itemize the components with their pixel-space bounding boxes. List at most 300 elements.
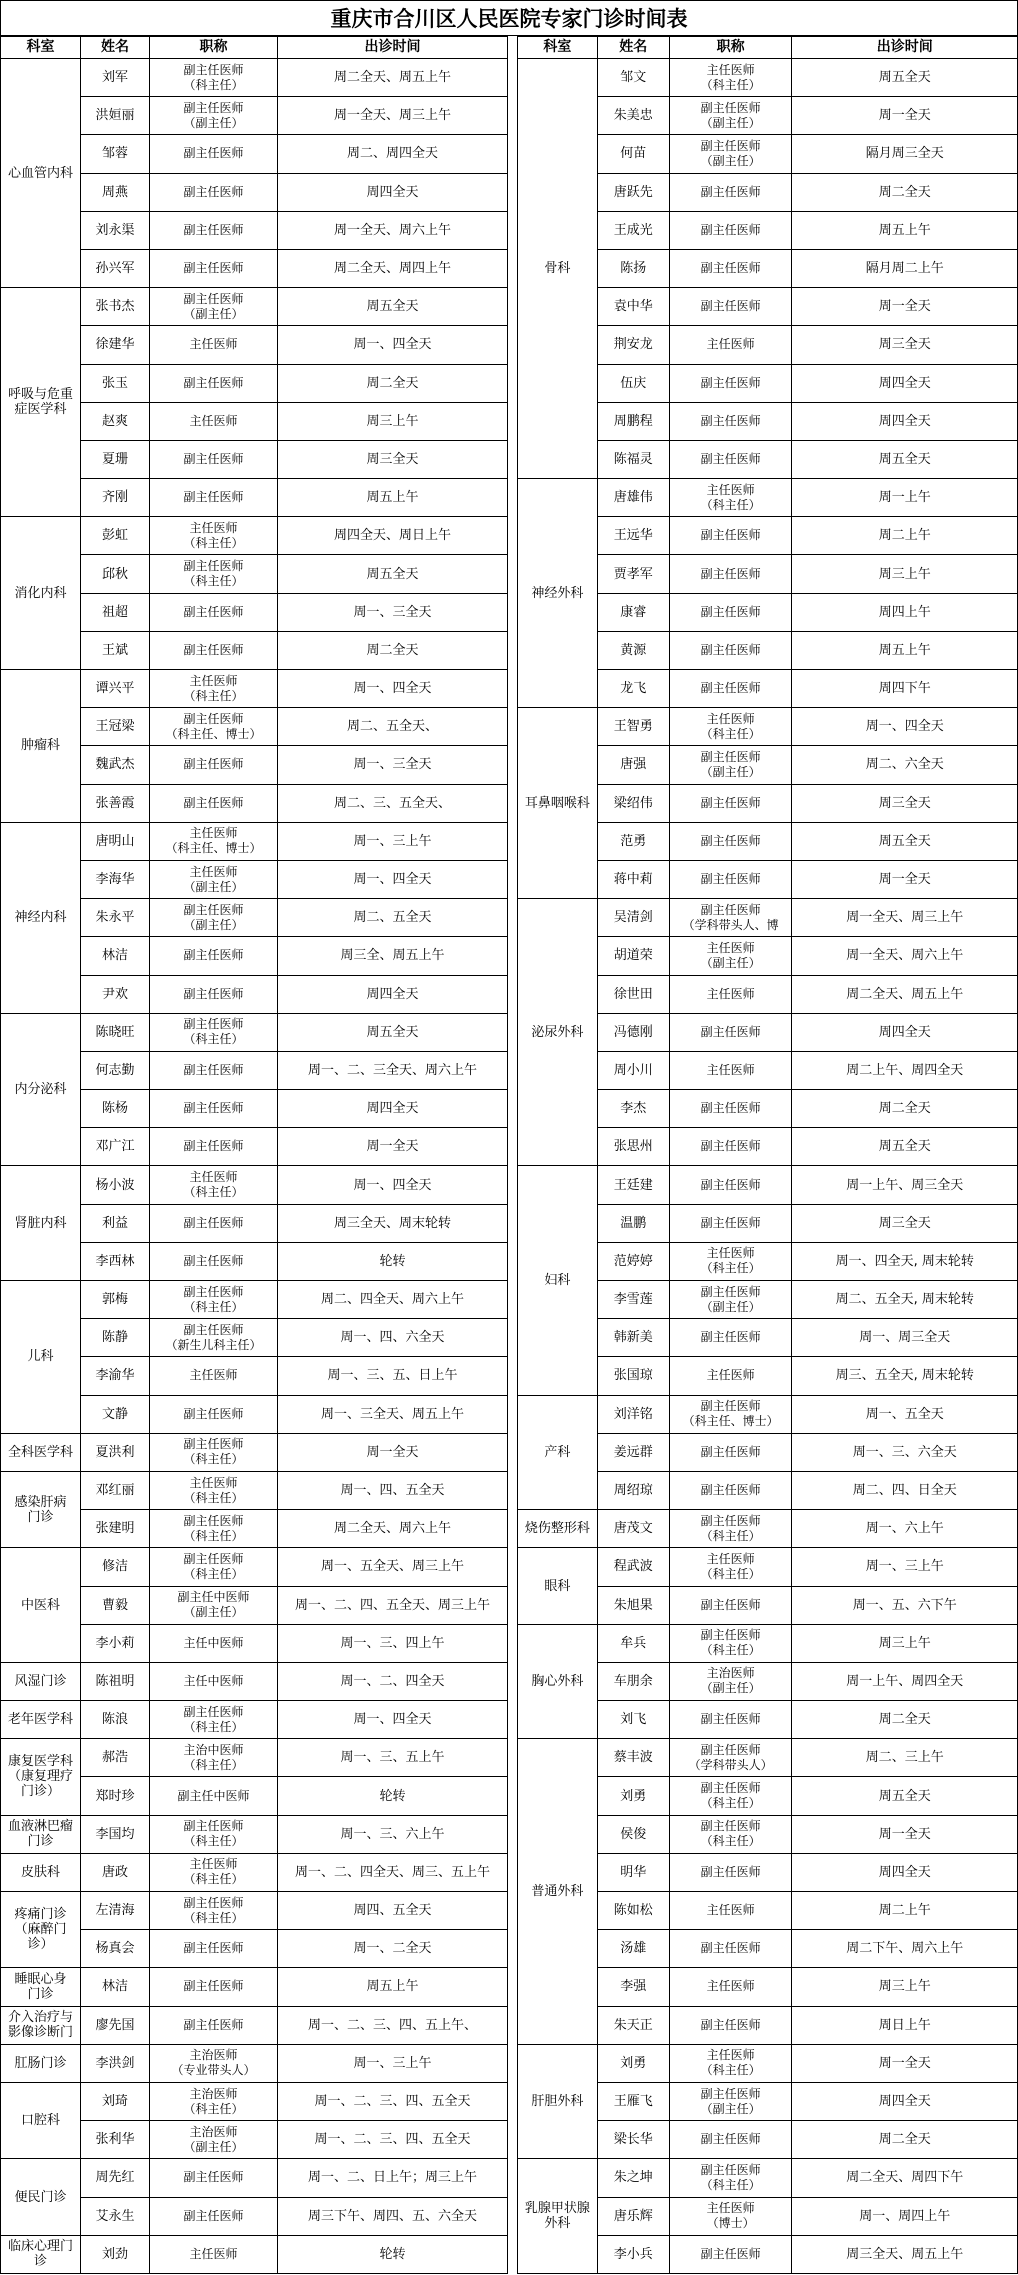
time-cell: 周一全天 xyxy=(792,97,1018,135)
time-cell: 周四、五全天 xyxy=(278,1892,508,1930)
title-cell: 主治医师 （专业带头人） xyxy=(150,2044,278,2082)
name-cell: 朱永平 xyxy=(81,899,150,937)
title-cell: 主任医师 （副主任） xyxy=(669,937,792,975)
title-cell: 副主任医师 xyxy=(150,937,278,975)
time-cell: 周二、四、日全天 xyxy=(792,1471,1018,1509)
dept-cell: 妇科 xyxy=(518,1166,598,1395)
name-cell: 刘勇 xyxy=(597,1777,669,1815)
name-cell: 王斌 xyxy=(81,631,150,669)
header-time: 出诊时间 xyxy=(278,37,508,59)
name-cell: 周燕 xyxy=(81,173,150,211)
time-cell: 周四全天 xyxy=(278,173,508,211)
time-cell: 周五上午 xyxy=(792,631,1018,669)
time-cell: 周二全天、周五上午 xyxy=(792,975,1018,1013)
title-cell: 主任医师 xyxy=(150,326,278,364)
dept-cell: 肛肠门诊 xyxy=(1,2044,81,2082)
title-cell: 副主任医师 xyxy=(669,1471,792,1509)
table-row xyxy=(518,708,1018,746)
title-cell: 副主任医师 （副主任） xyxy=(669,135,792,173)
time-cell: 周一全天 xyxy=(792,2044,1018,2082)
name-cell: 赵爽 xyxy=(81,402,150,440)
time-cell: 周三全天 xyxy=(792,1204,1018,1242)
title-cell: 副主任医师 xyxy=(150,135,278,173)
header-time: 出诊时间 xyxy=(792,37,1018,59)
dept-cell: 肾脏内科 xyxy=(1,1166,81,1281)
time-cell: 周五上午 xyxy=(278,479,508,517)
name-cell: 林洁 xyxy=(81,1968,150,2006)
time-cell: 周一、三全天、周五上午 xyxy=(278,1395,508,1433)
title-cell: 副主任医师 xyxy=(669,593,792,631)
name-cell: 牟兵 xyxy=(597,1624,669,1662)
table-row xyxy=(1,2082,508,2120)
title-cell: 副主任医师 xyxy=(669,364,792,402)
time-cell: 周一、二、四全天 xyxy=(278,1662,508,1700)
time-cell: 周二全天、周六上午 xyxy=(278,1510,508,1548)
name-cell: 夏珊 xyxy=(81,440,150,478)
title-cell: 副主任医师 （副主任） xyxy=(669,97,792,135)
title-cell: 主任医师 （科主任） xyxy=(669,1548,792,1586)
title-cell: 主治中医师 （科主任） xyxy=(150,1739,278,1777)
title-cell: 副主任医师 xyxy=(150,1051,278,1089)
title-cell: 副主任医师 xyxy=(669,249,792,287)
time-cell: 周一、二、三、四、五全天 xyxy=(278,2082,508,2120)
time-cell: 周四全天 xyxy=(792,402,1018,440)
time-cell: 周四全天 xyxy=(278,1090,508,1128)
time-cell: 周五全天 xyxy=(792,440,1018,478)
table-row xyxy=(1,1739,508,1777)
time-cell: 周一、二、四全天、周三、五上午 xyxy=(278,1853,508,1891)
table-row xyxy=(1,670,508,708)
title-cell: 副主任医师 xyxy=(150,2197,278,2235)
time-cell: 周二下午、周六上午 xyxy=(792,1930,1018,1968)
title-cell: 主任医师 xyxy=(669,1357,792,1395)
name-cell: 蒋中莉 xyxy=(597,860,669,898)
time-cell: 周一全天 xyxy=(792,860,1018,898)
time-cell: 周一全天 xyxy=(792,1815,1018,1853)
table-row xyxy=(1,2006,508,2044)
title-cell: 副主任医师 （新生儿科主任） xyxy=(150,1319,278,1357)
name-cell: 陈祖明 xyxy=(81,1662,150,1700)
name-cell: 杨小波 xyxy=(81,1166,150,1204)
header-dept: 科室 xyxy=(518,37,598,59)
title-cell: 副主任医师 xyxy=(150,975,278,1013)
time-cell: 周一全天 xyxy=(278,1128,508,1166)
name-cell: 洪姮丽 xyxy=(81,97,150,135)
name-cell: 徐建华 xyxy=(81,326,150,364)
time-cell: 周一全天 xyxy=(278,1433,508,1471)
title-cell: 副主任医师 xyxy=(669,1701,792,1739)
time-cell: 周四全天 xyxy=(792,1013,1018,1051)
dept-cell: 骨科 xyxy=(518,59,598,479)
dept-cell: 疼痛门诊 （麻醉门 诊） xyxy=(1,1892,81,1968)
time-cell: 周一、四全天 xyxy=(278,670,508,708)
title-cell: 主任医师 （博士） xyxy=(669,2197,792,2235)
name-cell: 唐茂文 xyxy=(597,1510,669,1548)
name-cell: 唐政 xyxy=(81,1853,150,1891)
title-cell: 副主任医师 xyxy=(150,211,278,249)
title-cell: 副主任医师 xyxy=(150,1204,278,1242)
title-cell: 副主任医师 xyxy=(669,2235,792,2273)
name-cell: 汤雄 xyxy=(597,1930,669,1968)
name-cell: 龙飞 xyxy=(597,670,669,708)
dept-cell: 血液淋巴瘤 门诊 xyxy=(1,1815,81,1853)
name-cell: 韩新美 xyxy=(597,1319,669,1357)
title-cell: 主任中医师 xyxy=(150,1624,278,1662)
title-cell: 副主任医师 xyxy=(669,517,792,555)
time-cell: 周一、四全天 xyxy=(278,1701,508,1739)
time-cell: 周二、五全天, 周末轮转 xyxy=(792,1281,1018,1319)
name-cell: 王远华 xyxy=(597,517,669,555)
name-cell: 左清海 xyxy=(81,1892,150,1930)
time-cell: 周一、三全天 xyxy=(278,593,508,631)
name-cell: 李雪莲 xyxy=(597,1281,669,1319)
name-cell: 唐明山 xyxy=(81,822,150,860)
name-cell: 文静 xyxy=(81,1395,150,1433)
time-cell: 周一、五全天、周三上午 xyxy=(278,1548,508,1586)
time-cell: 周二、四全天、周六上午 xyxy=(278,1281,508,1319)
dept-cell: 消化内科 xyxy=(1,517,81,670)
title-cell: 副主任医师 xyxy=(669,173,792,211)
name-cell: 周小川 xyxy=(597,1051,669,1089)
title-cell: 副主任医师 xyxy=(669,1853,792,1891)
name-cell: 范勇 xyxy=(597,822,669,860)
title-cell: 副主任医师 xyxy=(150,173,278,211)
name-cell: 陈福灵 xyxy=(597,440,669,478)
title-cell: 主任医师 （科主任） xyxy=(669,479,792,517)
name-cell: 邹文 xyxy=(597,59,669,97)
time-cell: 周五全天 xyxy=(278,1013,508,1051)
name-cell: 李渝华 xyxy=(81,1357,150,1395)
time-cell: 轮转 xyxy=(278,2235,508,2273)
name-cell: 侯俊 xyxy=(597,1815,669,1853)
table-row xyxy=(518,479,1018,517)
title-cell: 主任医师 xyxy=(150,2235,278,2273)
name-cell: 邹蓉 xyxy=(81,135,150,173)
time-cell: 周四全天 xyxy=(278,975,508,1013)
name-cell: 林洁 xyxy=(81,937,150,975)
time-cell: 周四全天 xyxy=(792,364,1018,402)
time-cell: 周五全天 xyxy=(278,288,508,326)
time-cell: 周四上午 xyxy=(792,593,1018,631)
table-row xyxy=(1,1281,508,1319)
time-cell: 周二、五全天 xyxy=(278,899,508,937)
table-row xyxy=(1,1701,508,1739)
table-row xyxy=(1,1853,508,1891)
time-cell: 周二全天、周四下午 xyxy=(792,2159,1018,2197)
title-cell: 副主任医师 （科主任） xyxy=(150,555,278,593)
name-cell: 陈如松 xyxy=(597,1892,669,1930)
name-cell: 朱美忠 xyxy=(597,97,669,135)
title-cell: 副主任医师 （学科带头人） xyxy=(669,1739,792,1777)
time-cell: 周二全天 xyxy=(792,2121,1018,2159)
name-cell: 蔡丰波 xyxy=(597,1739,669,1777)
title-cell: 副主任医师 xyxy=(669,1013,792,1051)
name-cell: 车朋余 xyxy=(597,1662,669,1700)
title-cell: 主任医师 （科主任） xyxy=(150,1471,278,1509)
title-cell: 副主任医师 xyxy=(150,1128,278,1166)
dept-cell: 肿瘤科 xyxy=(1,670,81,823)
dept-cell: 口腔科 xyxy=(1,2082,81,2158)
header-dept: 科室 xyxy=(1,37,81,59)
time-cell: 周三上午 xyxy=(792,1968,1018,2006)
name-cell: 周绍琼 xyxy=(597,1471,669,1509)
name-cell: 刘飞 xyxy=(597,1701,669,1739)
time-cell: 周二全天 xyxy=(278,364,508,402)
name-cell: 梁绍伟 xyxy=(597,784,669,822)
name-cell: 温鹏 xyxy=(597,1204,669,1242)
table-row xyxy=(518,1548,1018,1586)
title-cell: 副主任医师 xyxy=(669,822,792,860)
title-cell: 副主任医师 （科主任、博士） xyxy=(150,708,278,746)
name-cell: 朱之坤 xyxy=(597,2159,669,2197)
title-cell: 副主任医师 （科主任） xyxy=(150,1548,278,1586)
time-cell: 隔月周三全天 xyxy=(792,135,1018,173)
name-cell: 王成光 xyxy=(597,211,669,249)
title-cell: 主任医师 xyxy=(669,1051,792,1089)
dept-cell: 泌尿外科 xyxy=(518,899,598,1166)
time-cell: 周一、六上午 xyxy=(792,1510,1018,1548)
name-cell: 张利华 xyxy=(81,2121,150,2159)
name-cell: 明华 xyxy=(597,1853,669,1891)
schedule-table-right xyxy=(517,36,1018,2274)
dept-cell: 耳鼻咽喉科 xyxy=(518,708,598,899)
name-cell: 唐乐辉 xyxy=(597,2197,669,2235)
table-row xyxy=(518,1624,1018,1662)
time-cell: 周三全天 xyxy=(792,784,1018,822)
time-cell: 周四下午 xyxy=(792,670,1018,708)
time-cell: 周一上午、周三全天 xyxy=(792,1166,1018,1204)
time-cell: 周二、六全天 xyxy=(792,746,1018,784)
time-cell: 周五全天 xyxy=(792,1128,1018,1166)
title-cell: 副主任医师 xyxy=(669,784,792,822)
dept-cell: 便民门诊 xyxy=(1,2159,81,2235)
table-row xyxy=(1,1892,508,1930)
name-cell: 程武波 xyxy=(597,1548,669,1586)
title-cell: 副主任医师 xyxy=(669,631,792,669)
name-cell: 李强 xyxy=(597,1968,669,2006)
title-cell: 主任医师 （科主任、博士） xyxy=(150,822,278,860)
dept-cell: 神经内科 xyxy=(1,822,81,1013)
name-cell: 王智勇 xyxy=(597,708,669,746)
name-cell: 刘琦 xyxy=(81,2082,150,2120)
time-cell: 周三全天、周末轮转 xyxy=(278,1204,508,1242)
dept-cell: 产科 xyxy=(518,1395,598,1510)
title-cell: 副主任医师 （科主任） xyxy=(150,1433,278,1471)
name-cell: 廖先国 xyxy=(81,2006,150,2044)
table-row xyxy=(1,1815,508,1853)
table-row xyxy=(1,517,508,555)
title-cell: 主任医师 xyxy=(150,402,278,440)
title-cell: 副主任医师 （副主任） xyxy=(150,97,278,135)
time-cell: 周一、三全天 xyxy=(278,746,508,784)
dept-cell: 皮肤科 xyxy=(1,1853,81,1891)
dept-cell: 全科医学科 xyxy=(1,1433,81,1471)
title-cell: 副主任医师 xyxy=(150,1968,278,2006)
name-cell: 何苗 xyxy=(597,135,669,173)
title-cell: 主任医师 （科主任） xyxy=(150,670,278,708)
title-cell: 副主任医师 xyxy=(150,2159,278,2197)
table-row xyxy=(1,1662,508,1700)
title-cell: 副主任医师 xyxy=(669,2121,792,2159)
name-cell: 刘劲 xyxy=(81,2235,150,2273)
name-cell: 张善霞 xyxy=(81,784,150,822)
time-cell: 周五全天 xyxy=(792,1777,1018,1815)
dept-cell: 康复医学科 （康复理疗 门诊） xyxy=(1,1739,81,1815)
title-cell: 副主任医师 （科主任） xyxy=(669,1624,792,1662)
name-cell: 张玉 xyxy=(81,364,150,402)
time-cell: 周一全天、周六上午 xyxy=(278,211,508,249)
table-row xyxy=(518,899,1018,937)
time-cell: 周一上午 xyxy=(792,479,1018,517)
time-cell: 周一、二、四、五全天、周三上午 xyxy=(278,1586,508,1624)
dept-cell: 内分泌科 xyxy=(1,1013,81,1166)
name-cell: 艾永生 xyxy=(81,2197,150,2235)
title-cell: 主任医师 （科主任） xyxy=(669,59,792,97)
name-cell: 张国琼 xyxy=(597,1357,669,1395)
name-cell: 徐世田 xyxy=(597,975,669,1013)
time-cell: 周一上午、周四全天 xyxy=(792,1662,1018,1700)
title-cell: 主任医师 （副主任） xyxy=(150,860,278,898)
name-cell: 夏洪利 xyxy=(81,1433,150,1471)
time-cell: 周一全天、周三上午 xyxy=(278,97,508,135)
time-cell: 周五全天 xyxy=(278,555,508,593)
name-cell: 贾孝军 xyxy=(597,555,669,593)
title-cell: 副主任医师 xyxy=(150,1090,278,1128)
title-cell: 副主任医师 （科主任） xyxy=(669,1815,792,1853)
dept-cell: 风湿门诊 xyxy=(1,1662,81,1700)
title-cell: 主任医师 （科主任） xyxy=(150,1853,278,1891)
time-cell: 周一、四、六全天 xyxy=(278,1319,508,1357)
time-cell: 周一、五、六下午 xyxy=(792,1586,1018,1624)
time-cell: 周一、周四上午 xyxy=(792,2197,1018,2235)
time-cell: 周一、四、五全天 xyxy=(278,1471,508,1509)
name-cell: 梁长华 xyxy=(597,2121,669,2159)
title-cell: 副主任医师 （科主任） xyxy=(669,2159,792,2197)
title-cell: 副主任中医师 （副主任） xyxy=(150,1586,278,1624)
title-cell: 副主任医师 xyxy=(669,288,792,326)
title-cell: 副主任医师 xyxy=(150,1242,278,1280)
time-cell: 轮转 xyxy=(278,1777,508,1815)
time-cell: 周二全天、周四上午 xyxy=(278,249,508,287)
dept-cell: 烧伤整形科 xyxy=(518,1510,598,1548)
time-cell: 周一全天、周六上午 xyxy=(792,937,1018,975)
time-cell: 周一、二、三全天、周六上午 xyxy=(278,1051,508,1089)
title-cell: 副主任医师 （科主任） xyxy=(150,1892,278,1930)
name-cell: 唐跃先 xyxy=(597,173,669,211)
dept-cell: 睡眠心身 门诊 xyxy=(1,1968,81,2006)
table-row xyxy=(1,1968,508,2006)
name-cell: 齐刚 xyxy=(81,479,150,517)
header-title: 职称 xyxy=(150,37,278,59)
title-cell: 副主任医师 xyxy=(150,784,278,822)
time-cell: 周一、三、六全天 xyxy=(792,1433,1018,1471)
title-cell: 副主任医师 （科主任） xyxy=(669,1777,792,1815)
time-cell: 周一、三、五上午 xyxy=(278,1739,508,1777)
name-cell: 郝浩 xyxy=(81,1739,150,1777)
title-cell: 副主任医师 xyxy=(150,2006,278,2044)
time-cell: 周一、二、三、四、五全天 xyxy=(278,2121,508,2159)
title-cell: 主任医师 xyxy=(669,1968,792,2006)
name-cell: 张建明 xyxy=(81,1510,150,1548)
name-cell: 邓广江 xyxy=(81,1128,150,1166)
title-cell: 主任医师 xyxy=(150,1357,278,1395)
title-cell: 副主任中医师 xyxy=(150,1777,278,1815)
time-cell: 周四全天、周日上午 xyxy=(278,517,508,555)
table-row xyxy=(1,2044,508,2082)
name-cell: 唐雄伟 xyxy=(597,479,669,517)
name-cell: 魏武杰 xyxy=(81,746,150,784)
name-cell: 郭梅 xyxy=(81,1281,150,1319)
title-cell: 副主任医师 （科主任） xyxy=(150,1013,278,1051)
title-cell: 副主任医师 （科主任） xyxy=(150,1701,278,1739)
title-cell: 副主任医师 xyxy=(669,402,792,440)
name-cell: 康睿 xyxy=(597,593,669,631)
title-cell: 副主任医师 xyxy=(669,1204,792,1242)
table-row xyxy=(518,2044,1018,2082)
title-cell: 主治医师 （科主任） xyxy=(150,2082,278,2120)
dept-cell: 儿科 xyxy=(1,1281,81,1434)
table-row xyxy=(518,59,1018,97)
time-cell: 周二全天、周五上午 xyxy=(278,59,508,97)
name-cell: 张思州 xyxy=(597,1128,669,1166)
table-row xyxy=(1,2159,508,2197)
time-cell: 周二、五全天、 xyxy=(278,708,508,746)
title-cell: 副主任医师 xyxy=(669,211,792,249)
table-row xyxy=(1,288,508,326)
time-cell: 周三全天 xyxy=(278,440,508,478)
name-cell: 李小莉 xyxy=(81,1624,150,1662)
name-cell: 利益 xyxy=(81,1204,150,1242)
table-row xyxy=(1,1166,508,1204)
dept-cell: 感染肝病 门诊 xyxy=(1,1471,81,1547)
name-cell: 杨真会 xyxy=(81,1930,150,1968)
time-cell: 周三上午 xyxy=(278,402,508,440)
time-cell: 周五全天 xyxy=(792,822,1018,860)
time-cell: 周一、四全天, 周末轮转 xyxy=(792,1242,1018,1280)
name-cell: 刘军 xyxy=(81,59,150,97)
time-cell: 周三、五全天, 周末轮转 xyxy=(792,1357,1018,1395)
name-cell: 郑时珍 xyxy=(81,1777,150,1815)
table-row xyxy=(1,1471,508,1509)
title-cell: 副主任医师 xyxy=(669,670,792,708)
title-cell: 主任医师 （科主任） xyxy=(669,1242,792,1280)
title-cell: 副主任医师 xyxy=(150,746,278,784)
title-cell: 副主任医师 xyxy=(669,1319,792,1357)
time-cell: 周一全天 xyxy=(792,288,1018,326)
name-cell: 冯德刚 xyxy=(597,1013,669,1051)
time-cell: 周一、周三全天 xyxy=(792,1319,1018,1357)
name-cell: 刘洋铭 xyxy=(597,1395,669,1433)
time-cell: 周二、三上午 xyxy=(792,1739,1018,1777)
name-cell: 唐强 xyxy=(597,746,669,784)
title-cell: 主任中医师 xyxy=(150,1662,278,1700)
time-cell: 周一全天、周三上午 xyxy=(792,899,1018,937)
table-row xyxy=(1,59,508,97)
table-row xyxy=(518,2159,1018,2197)
title-cell: 副主任医师 （副主任） xyxy=(669,1281,792,1319)
time-cell: 周五全天 xyxy=(792,59,1018,97)
dept-cell: 胸心外科 xyxy=(518,1624,598,1739)
name-cell: 尹欢 xyxy=(81,975,150,1013)
title-cell: 主任医师 （科主任） xyxy=(150,517,278,555)
title-cell: 副主任医师 （科主任） xyxy=(150,1815,278,1853)
time-cell: 周三上午 xyxy=(792,555,1018,593)
time-cell: 周五上午 xyxy=(278,1968,508,2006)
name-cell: 周鹏程 xyxy=(597,402,669,440)
title-cell: 副主任医师 （科主任、博士） xyxy=(669,1395,792,1433)
time-cell: 周一、二、三、四、五上午、 xyxy=(278,2006,508,2044)
title-cell: 副主任医师 xyxy=(669,1586,792,1624)
